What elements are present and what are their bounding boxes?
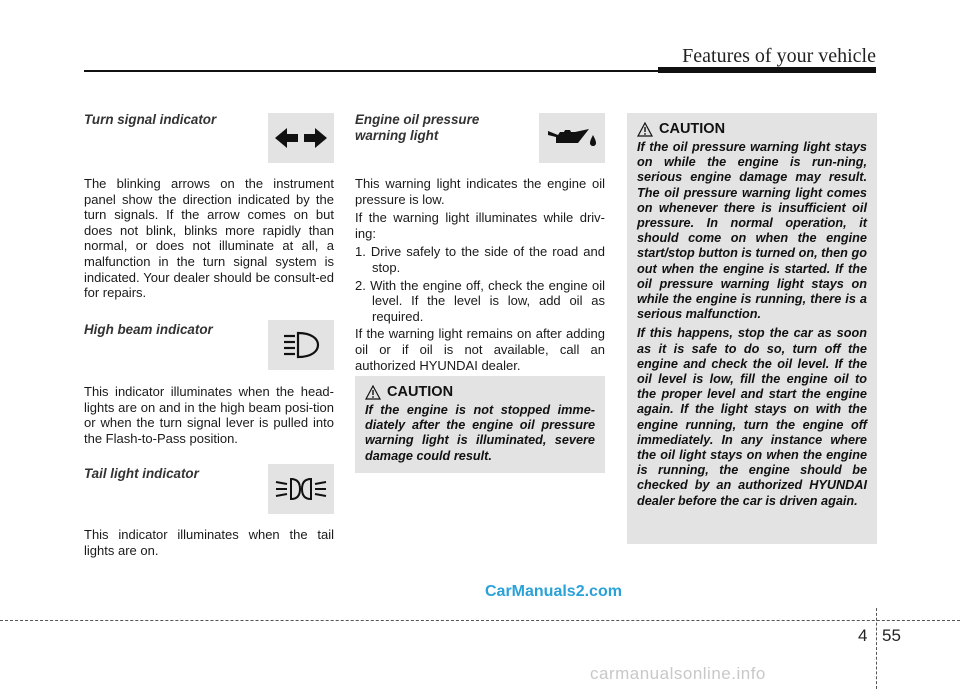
turn-signal-paragraph: The blinking arrows on the instrument panel show the direction indicated by the turn signals. If the arrow comes on but does not blink, blinks more rapidly than normal, or does not illuminate at all, a malfunction in the turn signal system is indicated. Your dealer should be consult-ed for repairs. — [84, 176, 334, 301]
chapter-number: 4 — [858, 626, 868, 645]
page-header-title: Features of your vehicle — [682, 45, 876, 67]
heading-line-2: warning light — [355, 128, 439, 143]
oil-pressure-paragraph-2: If the warning light illuminates while driv-ing: — [355, 210, 605, 241]
footer-divider — [876, 608, 877, 689]
section-heading-high-beam: High beam indicator — [84, 322, 213, 337]
oil-pressure-step: 2. With the engine off, check the engine oil level. If the level is low, add oil as required. — [355, 277, 605, 324]
tail-light-icon — [268, 464, 334, 514]
page-number: 55 — [882, 626, 901, 645]
header-rule — [84, 70, 658, 72]
caution-text: If the engine is not stopped imme-diately after the engine oil pressure warning light is illuminated, severe damage could result. — [365, 403, 595, 463]
high-beam-icon — [268, 320, 334, 370]
caution-box-large — [627, 113, 877, 544]
oil-pressure-closing: If the warning light remains on after adding oil or if oil is not available, call an authorized HYUNDAI dealer. — [355, 326, 605, 373]
tail-light-body — [84, 527, 334, 561]
tail-light-paragraph: This indicator illuminates when the tail lights are on. — [84, 527, 334, 558]
footer-rule — [0, 620, 960, 621]
caution-header — [365, 384, 595, 400]
heading-line-1: Engine oil pressure — [355, 112, 480, 127]
turn-signal-body — [84, 176, 334, 304]
section-turn-signal — [84, 110, 334, 322]
section-heading-tail-light: Tail light indicator — [84, 466, 199, 481]
site-watermark: carmanualsonline.info — [590, 664, 766, 683]
turn-signal-arrows-icon — [268, 113, 334, 163]
oil-pressure-step: 1. Drive safely to the side of the road and stop. — [355, 244, 605, 275]
header-bar — [658, 67, 876, 73]
section-tail-light — [84, 466, 334, 566]
column-left — [84, 110, 334, 566]
caution-text — [637, 140, 867, 509]
high-beam-paragraph: This indicator illuminates when the head-lights are on and in the high beam posi-tion or when the turn signal lever is pulled into the Flash-to-Pass position. — [84, 384, 334, 446]
oil-pressure-steps — [355, 244, 605, 324]
caution-paragraph: If the oil pressure warning light stays on while the engine is run-ning, serious engine damage may result. The oil pressure warning light comes on whenever there is insufficient oil pressure. In normal operation, it should come on when the engine start/stop button is turned on, then go out when the engine is started. If the oil pressure warning light stays on while the engine is running, there is a serious malfunction. — [637, 140, 867, 322]
caution-title: CAUTION — [659, 121, 726, 137]
section-oil-pressure — [355, 110, 605, 375]
section-high-beam — [84, 322, 334, 466]
caution-title: CAUTION — [387, 384, 454, 400]
oil-pressure-paragraph-1: This warning light indicates the engine oil pressure is low. — [355, 176, 605, 207]
section-heading-oil-pressure — [355, 112, 479, 144]
caution-paragraph: If this happens, stop the car as soon as it is safe to do so, turn off the engine and check the oil level. If the oil level is low, fill the engine oil to the proper level and start the engine again. If the light stays on with the engine running, turn the engine off immediately. In any instance where the oil light stays on when the engine is running, the engine should be checked by an authorized HYUNDAI dealer before the car is driven again. — [637, 326, 867, 508]
section-heading-turn-signal: Turn signal indicator — [84, 112, 217, 127]
oil-can-icon — [539, 113, 605, 163]
oil-pressure-body — [355, 176, 605, 376]
watermark-link[interactable]: CarManuals2.com — [485, 583, 622, 600]
caution-box-small — [355, 376, 605, 473]
column-middle — [355, 110, 605, 463]
caution-header — [637, 121, 867, 137]
warning-triangle-icon — [365, 385, 381, 400]
high-beam-body — [84, 384, 334, 449]
warning-triangle-icon — [637, 122, 653, 137]
